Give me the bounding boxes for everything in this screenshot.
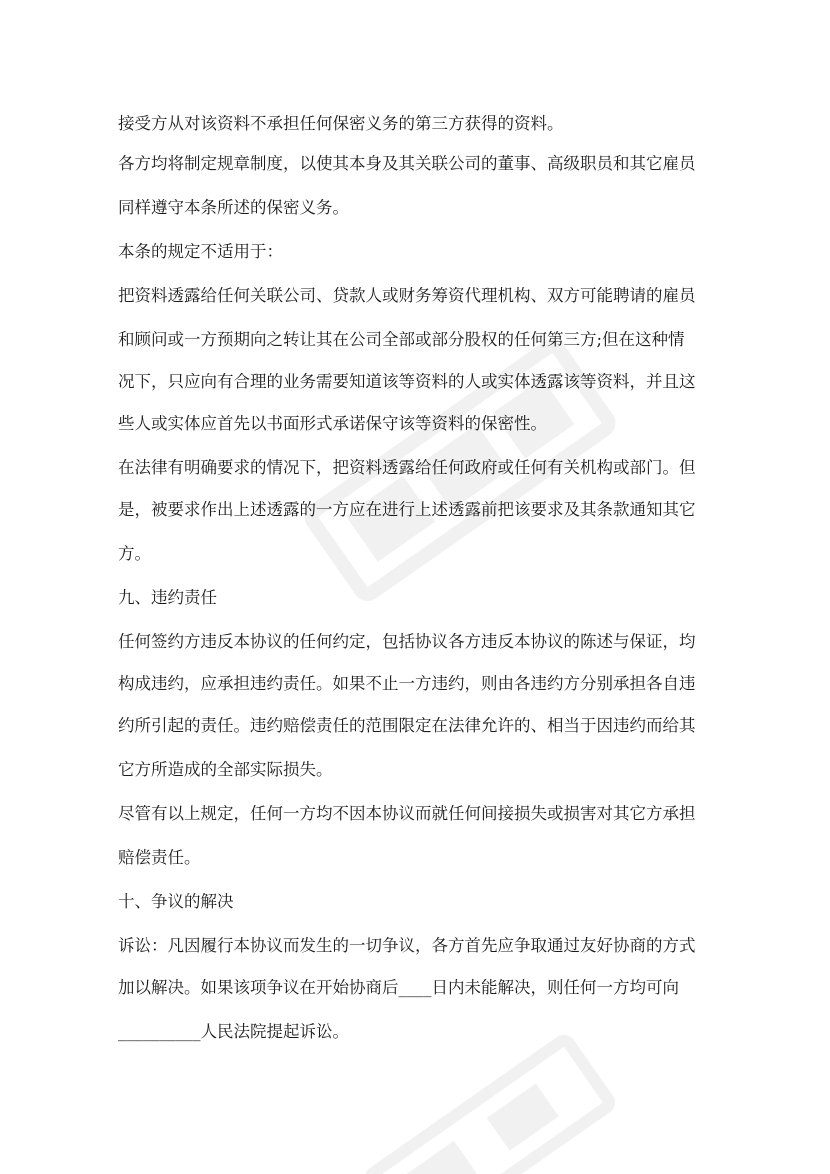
text-line: 在法律有明确要求的情况下，把资料透露给任何政府或任何有关机构或部门。但 [118,458,696,477]
text-line: 本条的规定不适用于： [118,242,283,261]
text-line: 把资料透露给任何关联公司、贷款人或财务筹资代理机构、双方可能聘请的雇员 [118,286,696,305]
text-line: 接受方从对该资料不承担任何保密义务的第三方获得的资料。 [118,114,564,133]
text-line: __________人民法院提起诉讼。 [118,1022,349,1041]
text-line: 和顾问或一方预期向之转让其在公司全部或部分股权的任何第三方;但在这种情 [118,330,685,349]
text-line: 它方所造成的全部实际损失。 [118,760,333,779]
watermark-icon [349,1016,631,1174]
text-line: 各方均将制定规章制度，以使其本身及其关联公司的董事、高级职员和其它雇员 [118,154,696,173]
text-line: 诉讼：凡因履行本协议而发生的一切争议，各方首先应争取通过友好协商的方式 [118,936,696,955]
text-line: 些人或实体应首先以书面形式承诺保守该等资料的保密性。 [118,414,547,433]
section-heading: 九、违约责任 [118,588,217,607]
text-line: 方。 [118,544,151,563]
text-line: 任何签约方违反本协议的任何约定，包括协议各方违反本协议的陈述与保证，均 [118,632,696,651]
text-line: 是，被要求作出上述透露的一方应在进行上述透露前把该要求及其条款通知其它 [118,500,696,519]
section-heading: 十、争议的解决 [118,892,234,911]
text-line: 构成违约，应承担违约责任。如果不止一方违约，则由各违约方分别承担各自违 [118,674,696,693]
text-line: 赔偿责任。 [118,848,201,867]
text-line: 约所引起的责任。违约赔偿责任的范围限定在法律允许的、相当于因违约而给其 [118,716,696,735]
text-line: 尽管有以上规定，任何一方均不因本协议而就任何间接损失或损害对其它方承担 [118,804,696,823]
text-line: 况下，只应向有合理的业务需要知道该等资料的人或实体透露该等资料，并且这 [118,372,696,391]
text-line: 同样遵守本条所述的保密义务。 [118,198,349,217]
text-line: 加以解决。如果该项争议在开始协商后____日内未能解决，则任何一方均可向 [118,978,679,997]
